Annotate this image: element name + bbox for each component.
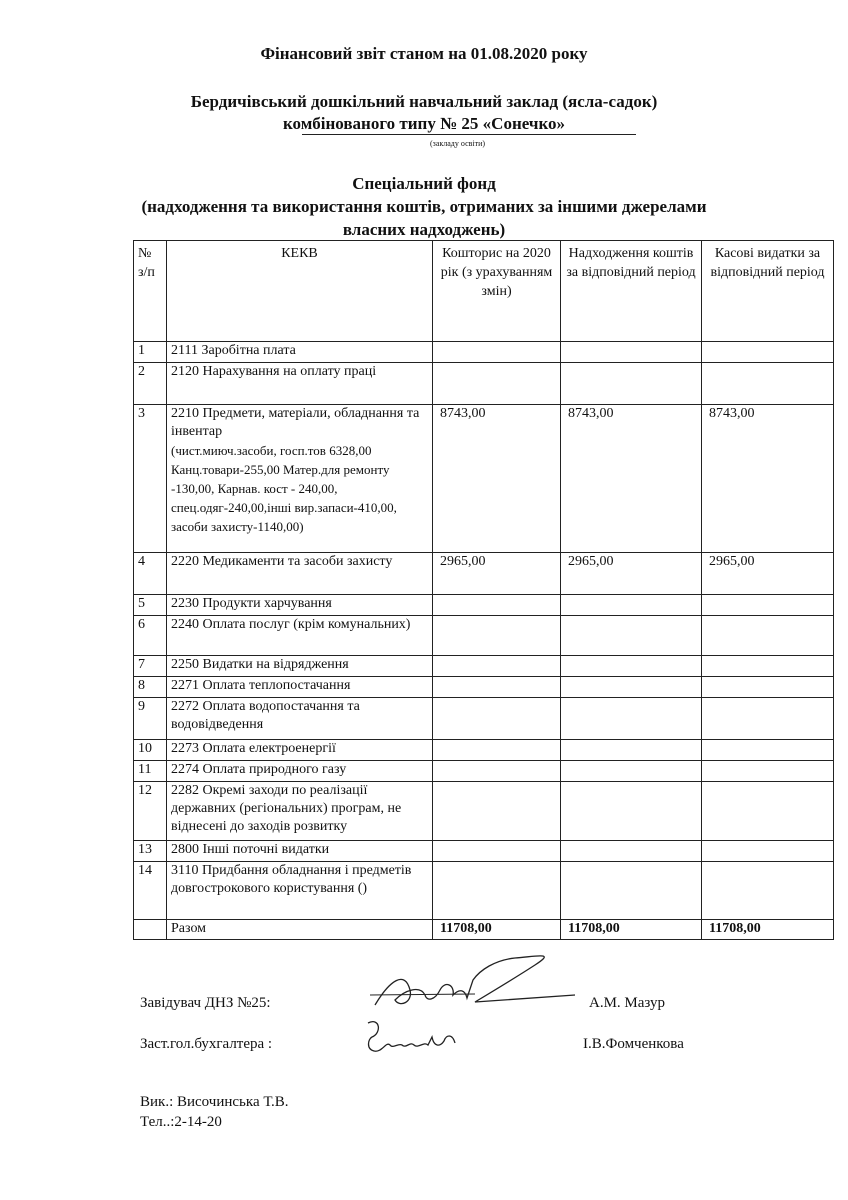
- table-row: [134, 740, 834, 761]
- row-number: [134, 698, 167, 740]
- row-number: [134, 656, 167, 677]
- row-number-text: 14: [138, 863, 152, 878]
- row-number-text: 2: [138, 364, 145, 379]
- row-kekv: [167, 761, 433, 782]
- row-spent: [702, 553, 834, 595]
- row-spent: [702, 405, 834, 553]
- row-number: [134, 405, 167, 553]
- institution-name-line-2: комбінованого типу № 25 «Сонечко»: [282, 114, 566, 133]
- row-received: [561, 363, 702, 405]
- row-kekv-text: 2120 Нарахування на оплату праці: [171, 364, 377, 379]
- row-number: [134, 761, 167, 782]
- row-kekv-text: 2271 Оплата теплопостачання: [171, 678, 351, 693]
- row-number-text: 13: [138, 842, 152, 857]
- row-kekv: [167, 553, 433, 595]
- director-name: А.М. Мазур: [589, 995, 666, 1011]
- row-received: [561, 782, 702, 841]
- institution-name-line-1: Бердичівський дошкільний навчальний заклад (ясла-садок): [190, 92, 658, 111]
- table-row: [134, 862, 834, 920]
- table-row: [134, 616, 834, 656]
- row-plan: [433, 740, 561, 761]
- row-received: [561, 595, 702, 616]
- row-number: [134, 595, 167, 616]
- row-kekv-text: 2274 Оплата природного газу: [171, 762, 347, 777]
- accountant-label: Заст.гол.бухгалтера :: [140, 1036, 273, 1052]
- row-plan: [433, 761, 561, 782]
- executor: Вик.: Височинська Т.В.: [140, 1094, 289, 1110]
- row-number-text: 9: [138, 699, 145, 714]
- col-header-received: Надходження коштів за відповідний період: [561, 241, 702, 342]
- accountant-signature: [360, 1015, 470, 1060]
- row-spent: [702, 677, 834, 698]
- row-kekv: [167, 740, 433, 761]
- row-spent-text: 8743,00: [709, 406, 755, 421]
- col-header-plan: Кошторис на 2020 рік (з урахуванням змін): [433, 241, 561, 342]
- row-plan: [433, 595, 561, 616]
- row-spent: [702, 342, 834, 363]
- row-kekv-text: 2230 Продукти харчування: [171, 596, 332, 611]
- row-kekv: [167, 595, 433, 616]
- total-received: 11708,00: [561, 920, 702, 940]
- row-received: [561, 553, 702, 595]
- row-received: [561, 841, 702, 862]
- row-plan: [433, 698, 561, 740]
- table-row: [134, 841, 834, 862]
- row-kekv: [167, 782, 433, 841]
- row-kekv: [167, 841, 433, 862]
- row-plan: [433, 363, 561, 405]
- row-number: [134, 616, 167, 656]
- row-kekv: [167, 342, 433, 363]
- col-header-number: № з/п: [134, 241, 167, 342]
- col-header-kekv: КЕКВ: [167, 241, 433, 342]
- row-number-text: 10: [138, 741, 152, 756]
- institution-underline: [302, 134, 636, 135]
- row-spent: [702, 616, 834, 656]
- row-kekv-text: 2111 Заробітна плата: [171, 343, 296, 358]
- director-label: Завідувач ДНЗ №25:: [140, 995, 271, 1011]
- row-kekv: [167, 698, 433, 740]
- total-plan: 11708,00: [433, 920, 561, 940]
- row-plan: [433, 677, 561, 698]
- row-kekv-text: 2220 Медикаменти та засоби захисту: [171, 554, 393, 569]
- row-number-text: 1: [138, 343, 145, 358]
- total-empty: [134, 920, 167, 940]
- table-row: [134, 656, 834, 677]
- row-kekv: [167, 862, 433, 920]
- row-number-text: 8: [138, 678, 145, 693]
- row-spent: [702, 740, 834, 761]
- table-header-row: [134, 241, 834, 342]
- phone: Тел..:2-14-20: [140, 1114, 222, 1130]
- table-total-row: [134, 920, 834, 940]
- row-spent-text: 2965,00: [709, 554, 755, 569]
- row-spent: [702, 782, 834, 841]
- row-number-text: 12: [138, 783, 152, 798]
- director-signature: [365, 950, 585, 1020]
- row-number: [134, 841, 167, 862]
- row-number: [134, 862, 167, 920]
- row-plan: [433, 656, 561, 677]
- row-kekv-text: 2272 Оплата водопостачання та водовідведення: [171, 699, 360, 732]
- table-row: [134, 405, 834, 553]
- row-number-text: 3: [138, 406, 145, 421]
- row-received: [561, 656, 702, 677]
- row-kekv-text: 2800 Інші поточні видатки: [171, 842, 330, 857]
- row-spent: [702, 698, 834, 740]
- row-plan-text: 2965,00: [440, 554, 486, 569]
- row-plan: [433, 862, 561, 920]
- row-plan: [433, 841, 561, 862]
- row-kekv: [167, 363, 433, 405]
- row-number: [134, 342, 167, 363]
- table-row: [134, 342, 834, 363]
- row-kekv-text: 2250 Видатки на відрядження: [171, 657, 349, 672]
- report-table: [133, 240, 834, 940]
- row-spent: [702, 841, 834, 862]
- row-kekv: [167, 677, 433, 698]
- report-title: Фінансовий звіт станом на 01.08.2020 року: [260, 44, 588, 63]
- accountant-name: І.В.Фомченкова: [583, 1036, 684, 1052]
- row-received: [561, 677, 702, 698]
- table-row: [134, 553, 834, 595]
- row-number-text: 7: [138, 657, 145, 672]
- row-received-text: 8743,00: [568, 406, 614, 421]
- row-received: [561, 616, 702, 656]
- row-received: [561, 740, 702, 761]
- fund-subtitle-line-1: (надходження та використання коштів, отриманих за іншими джерелами: [141, 197, 707, 216]
- row-spent: [702, 656, 834, 677]
- table-row: [134, 595, 834, 616]
- row-kekv-text: 2282 Окремі заходи по реалізації державних (регіональних) програм, не віднесені до заходів розвитку: [171, 783, 402, 834]
- row-received-text: 2965,00: [568, 554, 614, 569]
- table-row: [134, 363, 834, 405]
- table-body: [134, 342, 834, 940]
- col-header-spent: Касові видатки за відповідний період: [702, 241, 834, 342]
- row-kekv: [167, 656, 433, 677]
- row-number: [134, 677, 167, 698]
- row-spent: [702, 862, 834, 920]
- row-kekv-text: 3110 Придбання обладнання і предметів довгострокового користування (): [171, 863, 412, 896]
- row-received: [561, 405, 702, 553]
- row-plan-text: 8743,00: [440, 406, 486, 421]
- row-number-text: 5: [138, 596, 145, 611]
- row-plan: [433, 342, 561, 363]
- row-plan: [433, 782, 561, 841]
- row-number: [134, 740, 167, 761]
- total-spent: 11708,00: [702, 920, 834, 940]
- row-number: [134, 553, 167, 595]
- fund-subtitle-line-2: власних надходжень): [342, 220, 506, 239]
- row-kekv-text: 2210 Предмети, матеріали, обладнання та інвентар: [171, 406, 420, 439]
- row-received: [561, 698, 702, 740]
- table-row: [134, 677, 834, 698]
- row-spent: [702, 761, 834, 782]
- row-received: [561, 761, 702, 782]
- total-label: Разом: [167, 920, 433, 940]
- row-received: [561, 342, 702, 363]
- row-kekv-note: (чист.миюч.засоби, госп.тов 6328,00 Канц.товари-255,00 Матер.для ремонту -130,00, Карнав. кост - 240,00, спец.одяг-240,00,інші вир.запаси-410,00, засоби захисту-1140,00): [171, 443, 397, 534]
- table-row: [134, 782, 834, 841]
- row-plan: [433, 405, 561, 553]
- row-number-text: 4: [138, 554, 145, 569]
- row-number-text: 6: [138, 617, 145, 632]
- row-number-text: 11: [138, 762, 152, 777]
- institution-caption: (закладу освіти): [430, 139, 486, 148]
- row-number: [134, 363, 167, 405]
- table-row: [134, 698, 834, 740]
- row-kekv-text: 2273 Оплата електроенергії: [171, 741, 336, 756]
- row-number: [134, 782, 167, 841]
- row-spent: [702, 595, 834, 616]
- fund-title: Спеціальний фонд: [352, 174, 496, 193]
- row-plan: [433, 616, 561, 656]
- row-received: [561, 862, 702, 920]
- table-row: [134, 761, 834, 782]
- row-spent: [702, 363, 834, 405]
- row-kekv: [167, 616, 433, 656]
- row-kekv: [167, 405, 433, 553]
- row-kekv-text: 2240 Оплата послуг (крім комунальних): [171, 617, 411, 632]
- row-plan: [433, 553, 561, 595]
